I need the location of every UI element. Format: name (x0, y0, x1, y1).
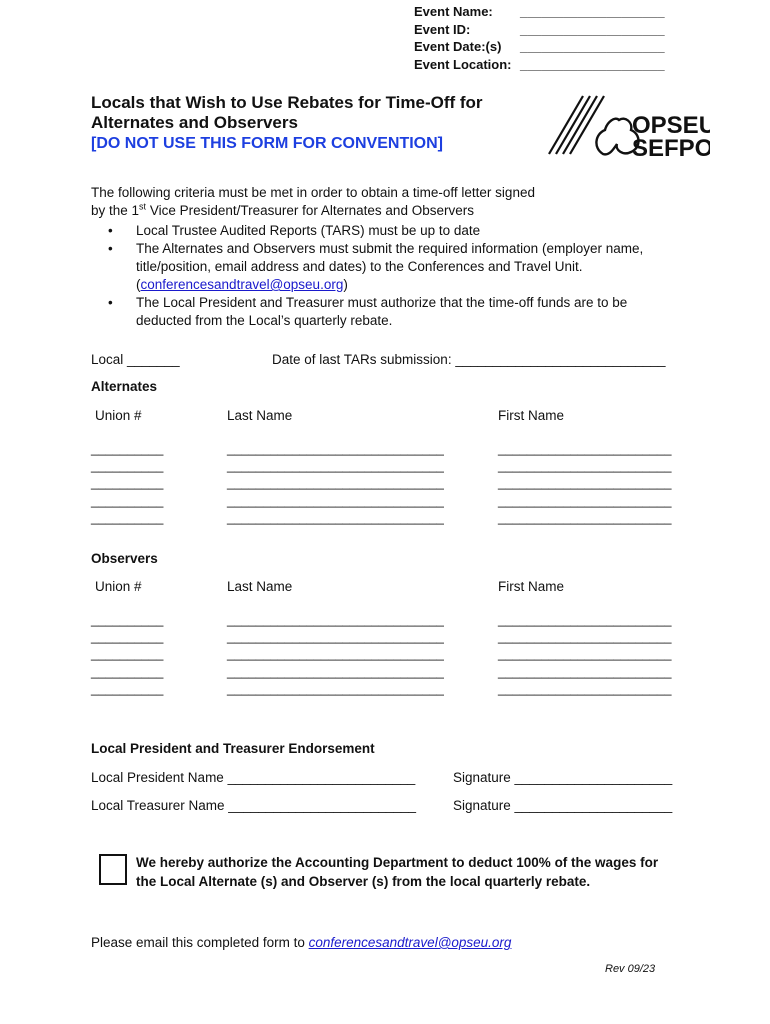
observers-heading: Observers (91, 551, 158, 566)
observers-col-first: First Name (498, 579, 565, 594)
event-id-field[interactable]: ____________________ (520, 21, 665, 37)
treasurer-signature-field[interactable]: Signature _____________________ (453, 798, 673, 813)
alternates-union-blanks[interactable]: __________ __________ __________ __________ __________ (91, 441, 164, 525)
title-line-1: Locals that Wish to Use Rebates for Time-Off for (91, 93, 483, 112)
event-date-label: Event Date:(s) (414, 39, 502, 54)
list-item: • Local Trustee Audited Reports (TARS) must be up to date (108, 223, 481, 238)
alternates-col-first: First Name (498, 408, 565, 423)
president-name-field[interactable]: Local President Name _________________________ (91, 770, 416, 785)
intro-line-1: The following criteria must be met in order to obtain a time-off letter signed (91, 185, 535, 200)
event-id-label: Event ID: (414, 21, 471, 37)
tars-date-field[interactable]: Date of last TARs submission: ____________________________ (272, 352, 666, 367)
event-name-field[interactable]: ____________________ (520, 4, 665, 19)
event-location-label: Event Location: (414, 56, 512, 72)
observers-union-blanks[interactable]: __________ __________ __________ __________ __________ (91, 612, 164, 696)
president-signature-field[interactable]: Signature _____________________ (453, 770, 673, 785)
alternates-last-blanks[interactable]: ______________________________ ______________________________ ______________________________ ______________________________ ______________________________ (227, 441, 444, 525)
list-item: • The Local President and Treasurer must authorize that the time-off funds are to be deducted from the Local’s quarterly rebate. (108, 295, 628, 328)
opseu-logo (545, 88, 710, 165)
criteria-list (108, 222, 708, 330)
event-location-field[interactable]: ____________________ (520, 56, 665, 72)
page-title (91, 93, 483, 133)
local-field[interactable]: Local _______ (91, 352, 180, 367)
footer-instructions: Please email this completed form to conferencesandtravel@opseu.org (91, 935, 512, 950)
observers-last-blanks[interactable]: ______________________________ ______________________________ ______________________________ ______________________________ ______________________________ (227, 612, 444, 696)
footer-email-link[interactable]: conferencesandtravel@opseu.org (308, 935, 512, 950)
treasurer-name-field[interactable]: Local Treasurer Name _________________________ (91, 798, 417, 813)
authorize-statement: We hereby authorize the Accounting Department to deduct 100% of the wages for the Local Alternate (s) and Observer (s) from the local quarterly rebate. (136, 855, 659, 889)
alternates-col-union: Union # (95, 408, 142, 423)
alternates-heading: Alternates (91, 379, 158, 394)
alternates-first-blanks[interactable]: ________________________ ________________________ ________________________ ________________________ ________________________ (498, 441, 672, 525)
observers-col-last: Last Name (227, 579, 293, 594)
intro-text (91, 184, 535, 220)
title-line-2: Alternates and Observers (91, 113, 298, 132)
logo-text-opseu: OPSEU (632, 112, 710, 139)
email-link[interactable]: conferencesandtravel@opseu.org (140, 277, 344, 292)
convention-warning: [DO NOT USE THIS FORM FOR CONVENTION] (91, 135, 443, 152)
event-date-field[interactable]: ____________________ (520, 39, 665, 54)
observers-first-blanks[interactable]: ________________________ ________________________ ________________________ ________________________ ________________________ (498, 612, 672, 696)
revision-label: Rev 09/23 (605, 963, 656, 975)
list-item: • The Alternates and Observers must submit the required information (employer name, title/position, email address and dates) to the Conferences and Travel Unit. (conferencesandtravel@opseu.org) (108, 241, 644, 292)
logo-text-sefpo: SEFPO (632, 135, 710, 160)
authorize-checkbox[interactable] (99, 854, 127, 885)
endorsement-heading: Local President and Treasurer Endorsement (91, 741, 375, 756)
event-name-label: Event Name: (414, 4, 493, 19)
observers-col-union: Union # (95, 579, 142, 594)
alternates-col-last: Last Name (227, 408, 293, 423)
intro-line-2: by the 1st Vice President/Treasurer for Alternates and Observers (91, 201, 474, 218)
event-info (414, 3, 665, 73)
